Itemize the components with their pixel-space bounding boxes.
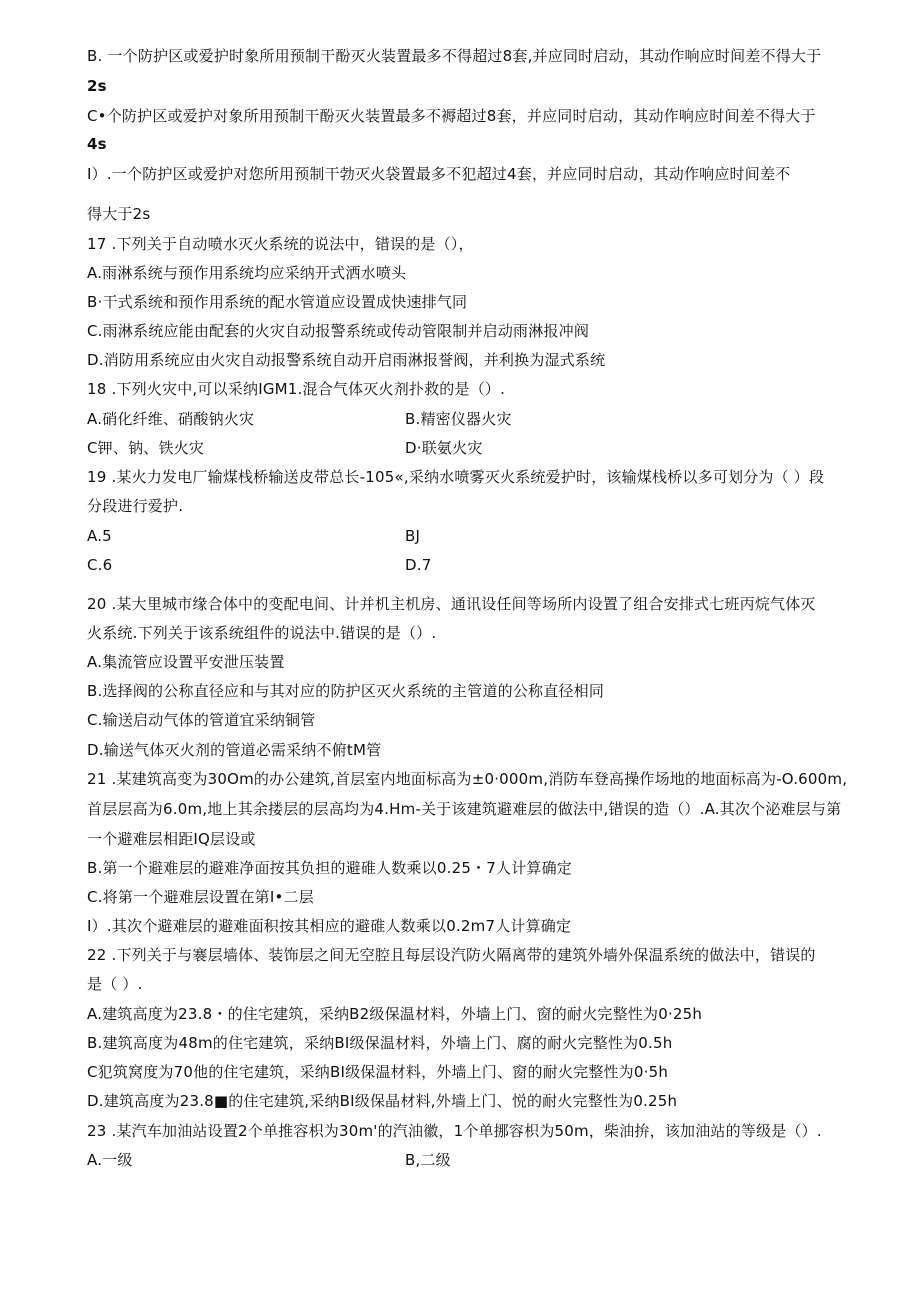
option-d-20: D.输送气体灭火剂的管道必需采纳不俯tM管 xyxy=(87,741,382,759)
question-19-line1: 19 .某火力发电厂输煤栈桥输送皮带总长-105«,采纳水喷雾灭火系统爱护时，该输煤栈桥以多可划分为（ ）段 xyxy=(87,468,825,486)
option-d-18: D·联氨火灾 xyxy=(405,439,483,457)
question-20-line2: 火系统.下列关于该系统组件的说法中.错误的是（）. xyxy=(87,624,437,642)
question-21-line2: 首层层高为6.0m,地上其余搂层的层高均为4.Hm-关于该建筑避难层的做法中,错误的造（）.A.其次个泌难层与第 xyxy=(87,800,842,818)
option-d-16-line2: 得大于2s xyxy=(87,205,151,223)
question-22-line1: 22 .下列关于与褰层墙体、装饰层之间无空腔且每层设汽防火隔离带的建筑外墙外保温系统的做法中，错误的 xyxy=(87,946,816,964)
question-17: 17 .下列关于自动喷水灭火系统的说法中，错误的是（）， xyxy=(87,235,474,253)
option-b-16-line2: 2s xyxy=(87,77,107,95)
question-18: 18 .下列火灾中,可以采纳IGM1.混合气体灭火剂扑救的是（）. xyxy=(87,380,506,398)
question-22-line2: 是（ ）. xyxy=(87,975,143,993)
option-d-22: D.建筑高度为23.8■的住宅建筑,采纳BI级保晶材料,外墙上门、悦的耐火完整性为0.25h xyxy=(87,1092,678,1110)
question-23: 23 .某汽车加油站设置2个单推容枳为30m'的汽油徽，1个单挪容枳为50m，柴油拚，该加油站的等级是（）. xyxy=(87,1122,822,1140)
option-b-17: B·干式系统和预作用系统的配水管道应设置成快速排气同 xyxy=(87,293,468,311)
option-b-20: B.选择阀的公称直径应和与其对应的防护区灭火系统的主管道的公称直径相同 xyxy=(87,682,605,700)
option-b-22: B.建筑高度为48m的住宅建筑，采纳BI级保温材料，外墙上门、腐的耐火完整性为0.5h xyxy=(87,1034,673,1052)
option-b-21: B.第一个避难层的避难净面按其负担的避碓人数乘以0.25・7人计算确定 xyxy=(87,859,573,877)
option-c-20: C.输送启动气体的管道宜采纳铜管 xyxy=(87,711,316,729)
option-d-21: I）.其次个避难层的避难面积按其相应的避碓人数乘以0.2m7人计算确定 xyxy=(87,917,572,935)
option-c-16-line1: C•个防护区或爱护对象所用预制干酚灭火装置最多不褥超过8套，并应同时启动，其动作响应时间差不得大于 xyxy=(87,107,816,125)
question-19-line2: 分段进行爱护. xyxy=(87,497,184,515)
option-b-19: BJ xyxy=(405,527,421,545)
option-c-18: C钾、钠、铁火灾 xyxy=(87,439,205,457)
option-d-16-line1: I）.一个防护区或爱护对您所用预制干勃灭火袋置最多不犯超过4套，并应同时启动，其动作响应时间差不 xyxy=(87,165,791,183)
option-c-16-line2: 4s xyxy=(87,135,107,153)
option-a-20: A.集流管应设置平安泄压装置 xyxy=(87,653,285,671)
option-b-23: B,二级 xyxy=(405,1151,451,1169)
option-c-17: C.雨淋系统应能由配套的火灾自动报警系统或传动管限制并启动雨淋报冲阀 xyxy=(87,322,590,340)
option-d-17: D.消防用系统应由火灾自动报警系统自动开启雨淋报誉阀，并利换为湿式系统 xyxy=(87,351,606,369)
question-20-line1: 20 .某大里城市缘合体中的变配电间、计并机主机房、通讯设任间等场所内设置了组合安排式七班丙烷气体灭 xyxy=(87,595,816,613)
question-21-line1: 21 .某建筑高变为30Om的办公建筑,首层室内地面标高为±0·000m,消防车登高操作场地的地面标高为-O.600m, xyxy=(87,770,848,788)
option-b-16-line1: B. 一个防护区或爱护时象所用预制干酚灭火装置最多不得超过8套,并应同时启动，其动作响应时间差不得大于 xyxy=(87,47,822,65)
option-a-23: A.一级 xyxy=(87,1151,133,1169)
option-a-18: A.硝化纤维、硝酸钠火灾 xyxy=(87,410,255,428)
option-c-19: C.6 xyxy=(87,556,113,574)
option-c-21: C.将第一个避难层设置在第I•二层 xyxy=(87,888,314,906)
option-a-19: A.5 xyxy=(87,527,112,545)
option-b-18: B.精密仪器火灾 xyxy=(405,410,512,428)
option-a-17: A.雨淋系统与预作用系统均应采纳开式洒水喷头 xyxy=(87,264,407,282)
option-d-19: D.7 xyxy=(405,556,432,574)
option-c-22: C犯筑窝度为70他的住宅建筑，采纳BI级保温材料，外墙上门、窗的耐火完整性为0·5h xyxy=(87,1063,669,1081)
option-a-22: A.建筑高度为23.8・的住宅建筑，采纳B2级保温材料，外墙上门、窗的耐火完整性为0·25h xyxy=(87,1005,703,1023)
question-21-line3: 一个避难层相距IQ层设或 xyxy=(87,830,256,848)
